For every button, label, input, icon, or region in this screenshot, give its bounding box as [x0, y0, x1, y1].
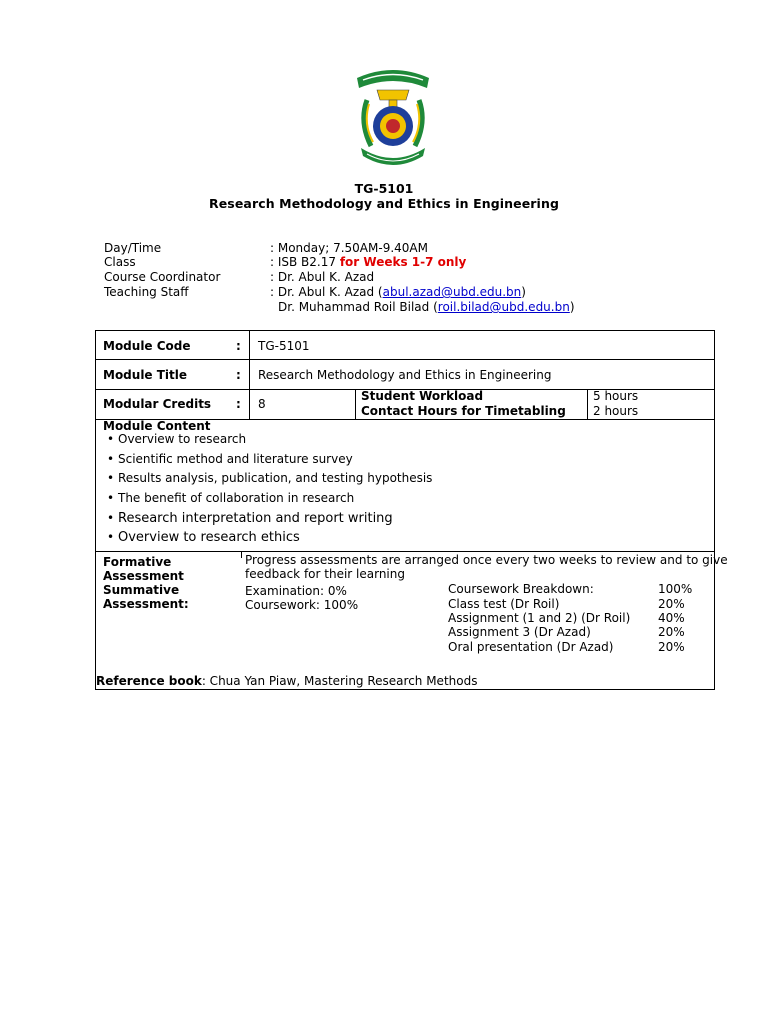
student-workload-value: 5 hours — [593, 389, 639, 403]
breakdown-pct: 100% — [658, 582, 693, 596]
breakdown-pct: 20% — [658, 597, 685, 611]
modular-credits-label: Modular Credits — [103, 397, 212, 411]
info-label-daytime: Day/Time — [104, 241, 162, 255]
staff-2-name: Dr. Muhammad Roil Bilad ( — [278, 300, 438, 314]
email-link-bilad[interactable]: roil.bilad@ubd.edu.bn — [437, 300, 570, 314]
summative-label-2: Assessment: — [103, 597, 189, 611]
summative-exam: Examination: 0% — [245, 584, 347, 598]
module-code-label: Module Code — [103, 339, 191, 353]
info-value-coordinator: : Dr. Abul K. Azad — [270, 270, 375, 284]
module-code-value: TG-5101 — [258, 339, 310, 353]
module-table — [95, 330, 728, 690]
course-title-heading: Research Methodology and Ethics in Engineering — [208, 196, 559, 211]
formative-label-2: Assessment — [103, 569, 184, 583]
reference-book-value: : Chua Yan Piaw, Mastering Research Methods — [201, 674, 478, 688]
colon-1: : — [236, 339, 241, 353]
info-label-class: Class — [104, 255, 136, 269]
reference-book — [96, 674, 477, 688]
student-workload-label: Student Workload — [361, 389, 484, 403]
university-crest-logo — [353, 60, 433, 172]
breakdown-item: Oral presentation (Dr Azad) — [448, 640, 614, 654]
module-title-value: Research Methodology and Ethics in Engineering — [258, 368, 552, 382]
staff-2-close: ) — [569, 300, 575, 314]
list-item: • The benefit of collaboration in research — [103, 489, 432, 509]
info-label-staff: Teaching Staff — [104, 285, 189, 299]
summative-coursework: Coursework: 100% — [245, 598, 359, 612]
module-title-label: Module Title — [103, 368, 188, 382]
formative-text-2: feedback for their learning — [245, 567, 405, 581]
module-content-label: Module Content — [103, 419, 211, 433]
breakdown-pct: 20% — [658, 625, 685, 639]
list-item: • Research interpretation and report writing — [103, 509, 432, 529]
colon-2: : — [236, 368, 241, 382]
breakdown-item: Class test (Dr Roil) — [448, 597, 560, 611]
breakdown-pct: 20% — [658, 640, 685, 654]
breakdown-pct: 40% — [658, 611, 685, 625]
info-value-staff-1 — [270, 285, 526, 300]
course-code-heading: TG-5101 — [354, 181, 414, 196]
class-room: : ISB B2.17 — [270, 255, 340, 269]
modular-credits-value: 8 — [258, 397, 266, 411]
reference-book-label: Reference book — [96, 674, 202, 688]
colon-3: : — [236, 397, 241, 411]
formative-text-1: Progress assessments are arranged once every two weeks to review and to give — [245, 553, 728, 567]
info-label-coordinator: Course Coordinator — [104, 270, 221, 284]
email-link-azad[interactable]: abul.azad@ubd.edu.bn — [382, 285, 522, 299]
breakdown-item: Coursework Breakdown: — [448, 582, 594, 596]
contact-hours-value: 2 hours — [593, 404, 639, 418]
breakdown-item: Assignment (1 and 2) (Dr Roil) — [448, 611, 631, 625]
info-value-daytime: : Monday; 7.50AM-9.40AM — [270, 241, 428, 255]
info-value-staff-2 — [278, 300, 575, 315]
staff-1-close: ) — [521, 285, 526, 299]
list-item: • Overview to research ethics — [103, 528, 432, 548]
list-item: • Results analysis, publication, and testing hypothesis — [103, 469, 432, 489]
list-item: • Scientific method and literature survey — [103, 450, 432, 470]
contact-hours-label: Contact Hours for Timetabling — [361, 404, 566, 418]
formative-label-1: Formative — [103, 555, 172, 569]
list-item: • Overview to research — [103, 430, 432, 450]
summative-label-1: Summative — [103, 583, 180, 597]
module-content-list — [103, 430, 432, 548]
info-value-class — [270, 255, 466, 270]
weeks-highlight: for Weeks 1-7 only — [339, 255, 467, 269]
staff-1-name: : Dr. Abul K. Azad ( — [270, 285, 383, 299]
breakdown-item: Assignment 3 (Dr Azad) — [448, 625, 591, 639]
